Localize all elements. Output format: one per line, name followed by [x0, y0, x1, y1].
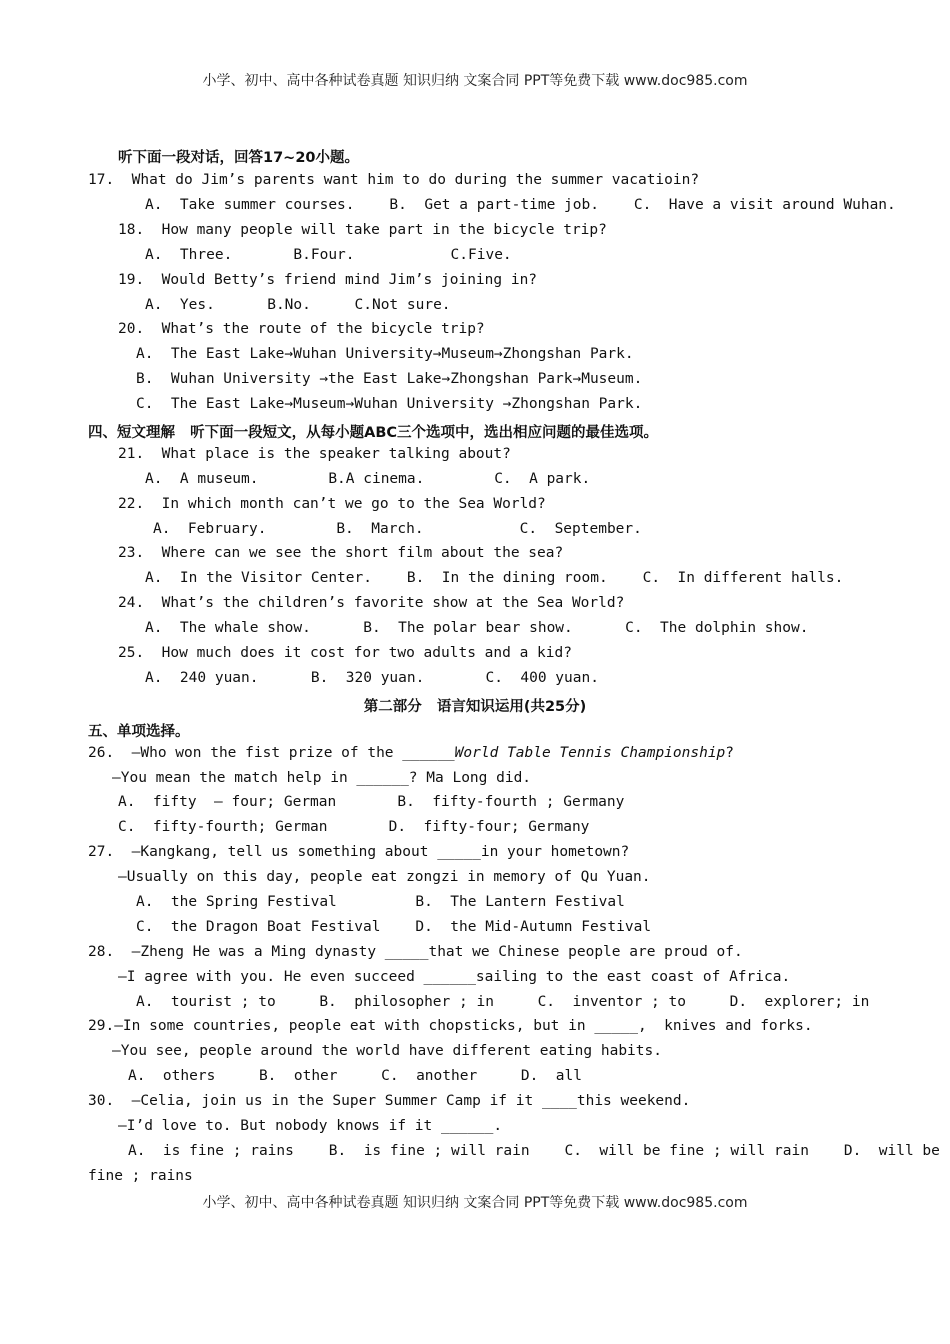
- part-2-heading: 第二部分 语言知识运用(共25分): [363, 699, 587, 715]
- question-23: 23. Where can we see the short film about the sea?: [118, 545, 564, 561]
- question-30-options-wrap: fine ; rains: [88, 1168, 193, 1184]
- question-24-options: A. The whale show. B. The polar bear show. C. The dolphin show.: [145, 620, 809, 636]
- question-19: 19. Would Betty’s friend mind Jim’s joining in?: [118, 272, 538, 288]
- question-17: 17. What do Jim’s parents want him to do during the summer vacatioin?: [88, 172, 700, 188]
- question-26: [88, 745, 734, 761]
- question-20-option-a: A. The East Lake→Wuhan University→Museum→Zhongshan Park.: [136, 346, 634, 362]
- section-instruction-17-20: 听下面一段对话，回答17~20小题。: [118, 150, 360, 166]
- question-22-options: A. February. B. March. C. September.: [153, 521, 642, 537]
- question-23-options: A. In the Visitor Center. B. In the dining room. C. In different halls.: [145, 570, 844, 586]
- question-25-options: A. 240 yuan. B. 320 yuan. C. 400 yuan.: [145, 670, 599, 686]
- question-20-option-b: B. Wuhan University →the East Lake→Zhongshan Park→Museum.: [136, 371, 643, 387]
- question-21-options: A. A museum. B.A cinema. C. A park.: [145, 471, 591, 487]
- question-25: 25. How much does it cost for two adults and a kid?: [118, 645, 572, 661]
- question-17-options: A. Take summer courses. B. Get a part-time job. C. Have a visit around Wuhan.: [145, 197, 896, 213]
- question-20-option-c: C. The East Lake→Museum→Wuhan University →Zhongshan Park.: [136, 396, 643, 412]
- question-26-italic-title: World Table Tennis Championship: [454, 745, 726, 761]
- question-27-options-cd: C. the Dragon Boat Festival D. the Mid-Autumn Festival: [136, 919, 652, 935]
- question-22: 22. In which month can’t we go to the Sea World?: [118, 496, 546, 512]
- question-30: 30. —Celia, join us in the Super Summer Camp if it ____this weekend.: [88, 1093, 691, 1109]
- question-26-options-cd: C. fifty-fourth; German D. fifty-four; Germany: [118, 819, 590, 835]
- question-24: 24. What’s the children’s favorite show at the Sea World?: [118, 595, 625, 611]
- question-29: 29.—In some countries, people eat with chopsticks, but in _____, knives and forks.: [88, 1018, 813, 1034]
- question-18: 18. How many people will take part in the bicycle trip?: [118, 222, 607, 238]
- question-21: 21. What place is the speaker talking about?: [118, 446, 511, 462]
- question-27-options-ab: A. the Spring Festival B. The Lantern Festival: [136, 894, 625, 910]
- question-26-options-ab: A. fifty – four; German B. fifty-fourth ; Germany: [118, 794, 625, 810]
- question-26-mark: ?: [725, 745, 735, 761]
- page-header: 小学、初中、高中各种试卷真题 知识归纳 文案合同 PPT等免费下载 www.doc985.com: [202, 73, 748, 89]
- question-19-options: A. Yes. B.No. C.Not sure.: [145, 297, 451, 313]
- question-30-reply: —I’d love to. But nobody knows if it ______.: [118, 1118, 503, 1134]
- question-27-reply: —Usually on this day, people eat zongzi in memory of Qu Yuan.: [118, 869, 651, 885]
- question-28: 28. —Zheng He was a Ming dynasty _____that we Chinese people are proud of.: [88, 944, 743, 960]
- question-28-options: A. tourist ; to B. philosopher ; in C. inventor ; to D. explorer; in: [136, 994, 870, 1010]
- question-20: 20. What’s the route of the bicycle trip?: [118, 321, 485, 337]
- question-30-options: A. is fine ; rains B. is fine ; will rain C. will be fine ; will rain D. will be: [128, 1143, 940, 1159]
- question-26-text: 26. —Who won the fist prize of the ______: [88, 745, 455, 761]
- question-18-options: A. Three. B.Four. C.Five.: [145, 247, 512, 263]
- question-29-options: A. others B. other C. another D. all: [128, 1068, 582, 1084]
- question-28-reply: —I agree with you. He even succeed ______sailing to the east coast of Africa.: [118, 969, 791, 985]
- section-5-heading: 五、单项选择。: [88, 724, 190, 740]
- question-29-reply: —You see, people around the world have different eating habits.: [112, 1043, 662, 1059]
- page-footer: 小学、初中、高中各种试卷真题 知识归纳 文案合同 PPT等免费下载 www.doc985.com: [202, 1195, 748, 1211]
- question-26-reply: —You mean the match help in ______? Ma Long did.: [112, 770, 532, 786]
- question-27: 27. —Kangkang, tell us something about _____in your hometown?: [88, 844, 630, 860]
- section-4-heading: 四、短文理解 听下面一段短文，从每小题ABC三个选项中，选出相应问题的最佳选项。: [88, 425, 659, 441]
